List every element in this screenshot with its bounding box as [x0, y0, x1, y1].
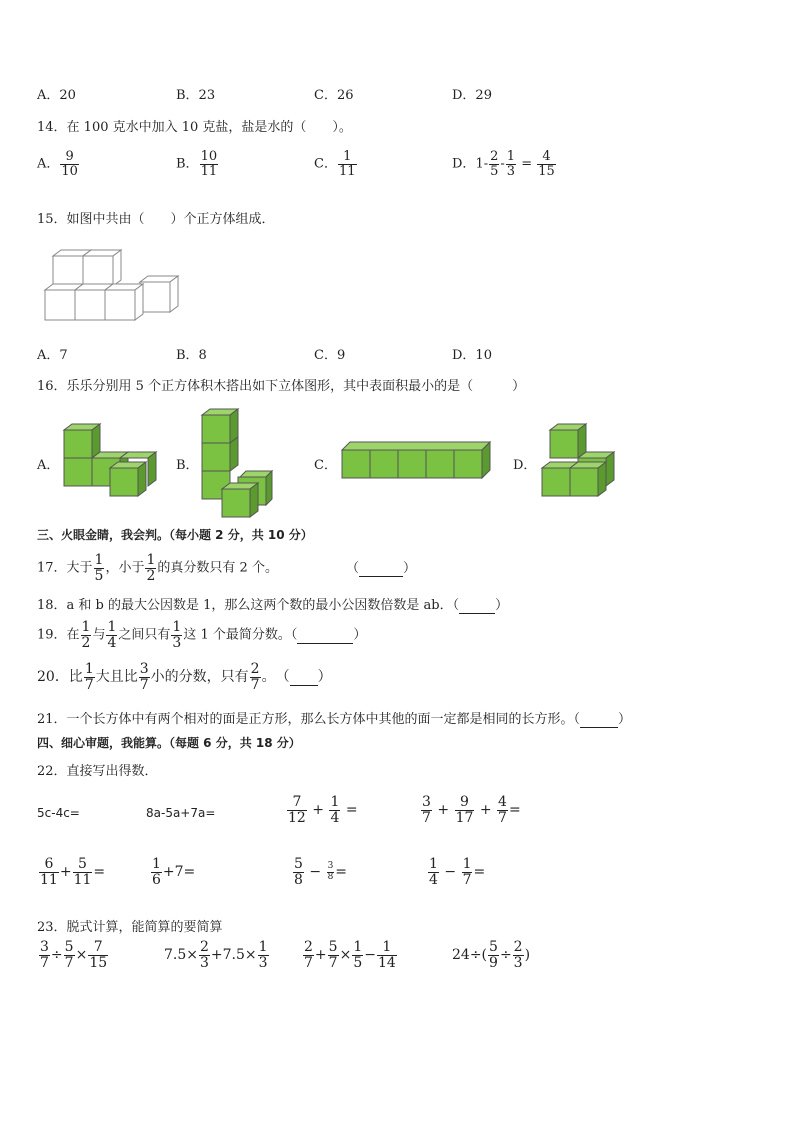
q19-answer-blank[interactable] — [297, 628, 353, 644]
q21: 21．一个长方体中有两个相对的面是正方形，那么长方体中其他的面一定都是相同的长方形。（ ） — [37, 712, 632, 727]
q16-label-a: A． — [37, 458, 60, 473]
q20-answer-blank[interactable] — [290, 669, 318, 686]
q16-stem: 16．乐乐分别用 5 个正方体积木搭出如下立体图形，其中表面积最小的是（ ） — [37, 379, 526, 394]
q17: 17．大于 $\frac{1}{5}$ ，小于 $\frac{1}{2}$ 的真分数只有 2 个。 — [37, 552, 278, 584]
q15-option-c: C．9 — [314, 348, 346, 363]
q23-expr-1: $\frac{3}{7}$ ÷ $\frac{5}{7}$ × $\frac{7}{15}$ — [40, 939, 108, 971]
q22-expr-3: $\frac{7}{12}$ + $\frac{1}{4}$ = — [288, 794, 358, 826]
q22-expr-5: $\frac{6}{11}$ + $\frac{5}{11}$ = — [40, 856, 106, 888]
q14-option-c: C． $\frac{1}{11}$ — [314, 149, 356, 179]
q14-option-d: D．1- $\frac{2}{5}$ - $\frac{1}{3}$ = $\frac{4}{15}$ — [452, 149, 555, 179]
q16-label-c: C． — [314, 458, 337, 473]
q16-figure-d — [540, 420, 620, 500]
q16-figure-c — [338, 438, 496, 484]
q22-expr-2: 8a-5a+7a= — [146, 806, 216, 820]
q23-expr-4: 24÷( $\frac{5}{9}$ ÷ $\frac{2}{3}$ ) — [452, 939, 531, 971]
q13-option-a: A．20 — [37, 88, 76, 103]
q15-cube-figure — [40, 248, 185, 323]
q16-figure-b — [200, 405, 276, 520]
q23-expr-3: $\frac{2}{7}$ + $\frac{5}{7}$ × $\frac{1}{5}$ − $\frac{1}{14}$ — [304, 939, 396, 971]
q14-stem: 14．在 100 克水中加入 10 克盐，盐是水的（ ）。 — [37, 120, 352, 135]
q16-label-d: D． — [513, 458, 537, 473]
q16-figure-a — [62, 420, 160, 500]
q15-option-b: B．8 — [176, 348, 207, 363]
q13-option-b: B．23 — [176, 88, 216, 103]
q18: 18．a 和 b 的最大公因数是 1，那么这两个数的最小公因数倍数是 ab．（ ） — [37, 598, 509, 613]
q22-expr-8: $\frac{1}{4}$ − $\frac{1}{7}$ = — [429, 856, 486, 888]
q20: 20．比 $\frac{1}{7}$ 大且比 $\frac{3}{7}$ 小的分数，只有 $\frac{2}{7}$ 。 （ ） — [37, 661, 332, 693]
section-3-heading: 三、火眼金睛，我会判。（每小题 2 分，共 10 分） — [37, 528, 313, 542]
q22-expr-7: $\frac{5}{8}$ − $\frac{3}{8}$ = — [294, 856, 348, 888]
q18-answer-blank[interactable] — [459, 598, 495, 614]
q19: 19．在 $\frac{1}{2}$ 与 $\frac{1}{4}$ 之间只有 $\frac{1}{3}$ 这 1 个最简分数。（ ） — [37, 619, 367, 651]
q14-option-b: B． $\frac{10}{11}$ — [176, 149, 218, 179]
q23-stem: 23．脱式计算，能简算的要简算 — [37, 920, 223, 935]
q23-expr-2: 7.5× $\frac{2}{3}$ +7.5× $\frac{1}{3}$ — [164, 939, 268, 971]
q13-option-d: D．29 — [452, 88, 492, 103]
q17-answer-blank[interactable]: （ ） — [346, 561, 417, 576]
q15-stem: 15．如图中共由（ ）个正方体组成． — [37, 212, 275, 227]
q15-option-a: A．7 — [37, 348, 68, 363]
q21-answer-blank[interactable] — [580, 712, 618, 728]
q15-option-d: D．10 — [452, 348, 492, 363]
q14-option-a: A． $\frac{9}{10}$ — [37, 149, 78, 179]
q22-expr-4: $\frac{3}{7}$ + $\frac{9}{17}$ + $\frac{4}{7}$ = — [422, 794, 521, 826]
q22-expr-1: 5c-4c= — [37, 806, 80, 820]
q22-expr-6: $\frac{1}{6}$ +7= — [152, 856, 196, 888]
section-4-heading: 四、细心审题，我能算。（每题 6 分，共 18 分） — [37, 736, 301, 750]
q16-label-b: B． — [176, 458, 199, 473]
q13-option-c: C．26 — [314, 88, 354, 103]
q22-stem: 22．直接写出得数． — [37, 764, 158, 779]
